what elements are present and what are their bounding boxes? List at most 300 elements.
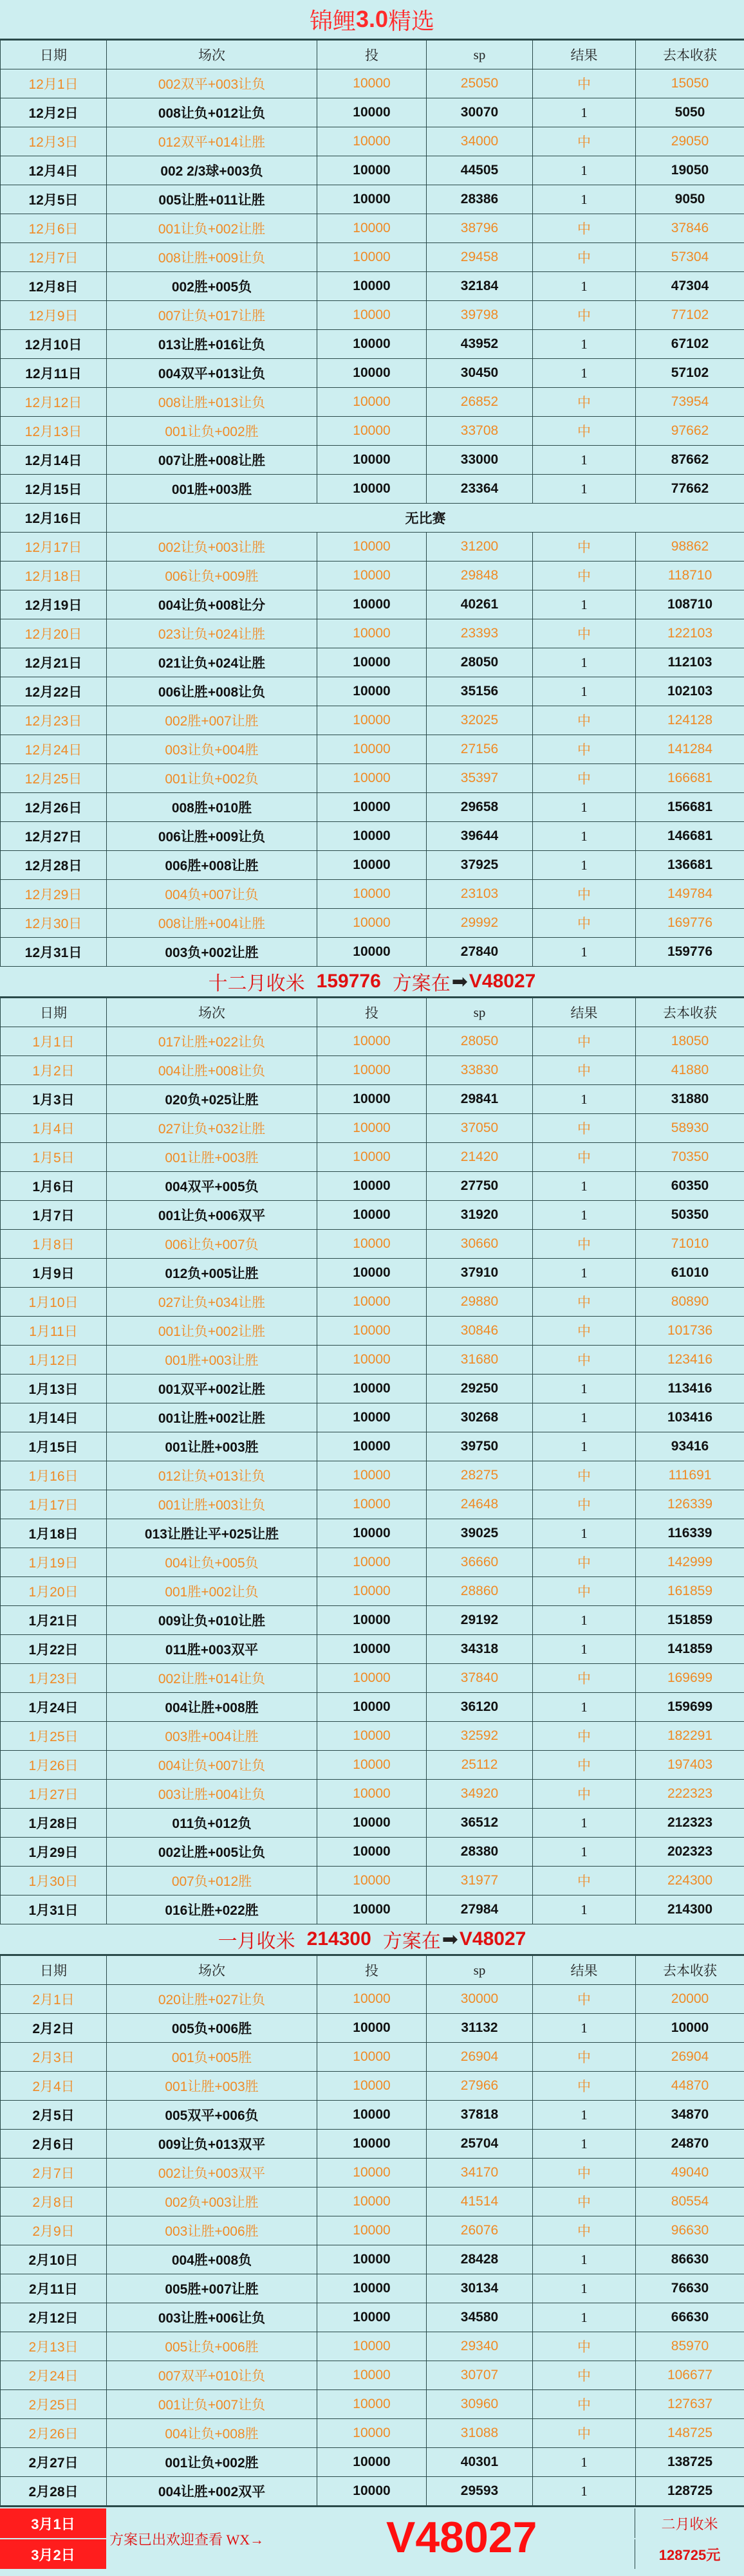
row-sp: 28428 bbox=[427, 2245, 533, 2274]
table-row bbox=[1, 648, 744, 677]
row-result: 1 bbox=[533, 1375, 636, 1403]
row-match: 011胜+003双平 bbox=[107, 1635, 317, 1664]
row-stake: 10000 bbox=[317, 1606, 427, 1635]
arrow-right-icon: ➡ bbox=[451, 971, 468, 992]
row-match: 005负+006胜 bbox=[107, 2014, 317, 2043]
row-sp: 34580 bbox=[427, 2303, 533, 2332]
row-date: 2月9日 bbox=[1, 2216, 107, 2245]
row-date: 1月2日 bbox=[1, 1056, 107, 1085]
row-date: 2月12日 bbox=[1, 2303, 107, 2332]
row-match: 001让负+002胜 bbox=[107, 417, 317, 446]
row-date: 1月8日 bbox=[1, 1230, 107, 1259]
row-stake: 10000 bbox=[317, 1867, 427, 1895]
row-result: 中 bbox=[533, 1722, 636, 1751]
row-date: 12月23日 bbox=[1, 706, 107, 735]
row-sp: 30134 bbox=[427, 2274, 533, 2303]
row-result: 中 bbox=[533, 1664, 636, 1693]
row-match: 005让负+006胜 bbox=[107, 2332, 317, 2361]
row-date: 1月23日 bbox=[1, 1664, 107, 1693]
row-stake: 10000 bbox=[317, 1346, 427, 1375]
row-date: 1月1日 bbox=[1, 1027, 107, 1056]
row-profit: 57102 bbox=[636, 359, 744, 388]
row-profit: 18050 bbox=[636, 1027, 744, 1056]
row-sp: 26852 bbox=[427, 388, 533, 417]
row-date: 12月7日 bbox=[1, 243, 107, 272]
row-result: 1 bbox=[533, 648, 636, 677]
footer-month-label: 二月收米 bbox=[635, 2508, 744, 2538]
row-stake: 10000 bbox=[317, 1519, 427, 1548]
row-date: 12月6日 bbox=[1, 214, 107, 243]
row-match: 003让胜+006让负 bbox=[107, 2303, 317, 2332]
footer-date-1: 3月1日 bbox=[0, 2508, 106, 2538]
row-stake: 10000 bbox=[317, 1577, 427, 1606]
row-profit: 50350 bbox=[636, 1201, 744, 1230]
row-result: 中 bbox=[533, 2159, 636, 2188]
table-row bbox=[1, 938, 744, 967]
row-sp: 28380 bbox=[427, 1838, 533, 1867]
table-row bbox=[1, 1172, 744, 1201]
table-row bbox=[1, 1780, 744, 1809]
row-result: 中 bbox=[533, 1461, 636, 1490]
row-sp: 33708 bbox=[427, 417, 533, 446]
row-sp: 30707 bbox=[427, 2361, 533, 2390]
row-stake: 10000 bbox=[317, 2245, 427, 2274]
row-stake: 10000 bbox=[317, 1693, 427, 1722]
table-row bbox=[1, 1259, 744, 1288]
row-result: 中 bbox=[533, 2188, 636, 2216]
row-result: 中 bbox=[533, 2361, 636, 2390]
row-date: 1月21日 bbox=[1, 1606, 107, 1635]
footer-date-2: 3月2日 bbox=[0, 2539, 106, 2569]
summary-label: 一月收米 bbox=[218, 1931, 295, 1952]
row-profit: 142999 bbox=[636, 1548, 744, 1577]
row-result: 1 bbox=[533, 1519, 636, 1548]
table-row bbox=[1, 388, 744, 417]
row-result: 1 bbox=[533, 1635, 636, 1664]
row-result: 中 bbox=[533, 1490, 636, 1519]
row-stake: 10000 bbox=[317, 1635, 427, 1664]
row-match: 001让胜+003胜 bbox=[107, 1143, 317, 1172]
row-stake: 10000 bbox=[317, 1143, 427, 1172]
table-row bbox=[1, 1664, 744, 1693]
row-match: 001胜+003让胜 bbox=[107, 1346, 317, 1375]
row-match: 001让负+006双平 bbox=[107, 1201, 317, 1230]
row-stake: 10000 bbox=[317, 2188, 427, 2216]
header-sp: sp bbox=[427, 998, 533, 1027]
row-stake: 10000 bbox=[317, 590, 427, 619]
row-date: 2月1日 bbox=[1, 1985, 107, 2014]
row-profit: 31880 bbox=[636, 1085, 744, 1114]
row-profit: 60350 bbox=[636, 1172, 744, 1201]
row-match: 008让胜+004让胜 bbox=[107, 909, 317, 938]
row-sp: 23103 bbox=[427, 880, 533, 909]
row-match: 001让胜+003胜 bbox=[107, 2072, 317, 2101]
table-row bbox=[1, 677, 744, 706]
row-profit: 214300 bbox=[636, 1895, 744, 1924]
row-profit: 37846 bbox=[636, 214, 744, 243]
row-profit: 103416 bbox=[636, 1403, 744, 1432]
row-stake: 10000 bbox=[317, 127, 427, 156]
table-row bbox=[1, 590, 744, 619]
row-match: 005双平+006负 bbox=[107, 2101, 317, 2130]
row-match: 003负+002让胜 bbox=[107, 938, 317, 967]
row-sp: 30070 bbox=[427, 98, 533, 127]
row-profit: 197403 bbox=[636, 1751, 744, 1780]
row-sp: 44505 bbox=[427, 156, 533, 185]
row-match: 013让胜让平+025让胜 bbox=[107, 1519, 317, 1548]
row-result: 1 bbox=[533, 1259, 636, 1288]
header-stake: 投 bbox=[317, 998, 427, 1027]
row-profit: 41880 bbox=[636, 1056, 744, 1085]
table-row bbox=[1, 1230, 744, 1259]
table-row bbox=[1, 1317, 744, 1346]
row-date: 1月20日 bbox=[1, 1577, 107, 1606]
table-row bbox=[1, 1693, 744, 1722]
row-result: 中 bbox=[533, 2390, 636, 2419]
row-match: 004双平+013让负 bbox=[107, 359, 317, 388]
row-sp: 30450 bbox=[427, 359, 533, 388]
row-profit: 141859 bbox=[636, 1635, 744, 1664]
row-match: 004负+007让负 bbox=[107, 880, 317, 909]
row-stake: 10000 bbox=[317, 1027, 427, 1056]
row-match: 002负+003让胜 bbox=[107, 2188, 317, 2216]
row-result: 中 bbox=[533, 1780, 636, 1809]
row-result: 1 bbox=[533, 1895, 636, 1924]
row-stake: 10000 bbox=[317, 272, 427, 301]
row-date: 2月25日 bbox=[1, 2390, 107, 2419]
row-sp: 27750 bbox=[427, 1172, 533, 1201]
row-stake: 10000 bbox=[317, 214, 427, 243]
row-profit: 141284 bbox=[636, 735, 744, 764]
row-profit: 101736 bbox=[636, 1317, 744, 1346]
row-sp: 31977 bbox=[427, 1867, 533, 1895]
table-row bbox=[1, 2072, 744, 2101]
header-match: 场次 bbox=[107, 1956, 317, 1985]
row-stake: 10000 bbox=[317, 2477, 427, 2506]
summary-mid: 方案在 bbox=[382, 1931, 441, 1952]
row-date: 1月5日 bbox=[1, 1143, 107, 1172]
row-date: 1月31日 bbox=[1, 1895, 107, 1924]
row-profit: 67102 bbox=[636, 330, 744, 359]
row-stake: 10000 bbox=[317, 677, 427, 706]
row-date: 12月14日 bbox=[1, 446, 107, 475]
row-sp: 28050 bbox=[427, 648, 533, 677]
summary-amount: 159776 bbox=[316, 971, 381, 992]
row-match: 004让负+008让分 bbox=[107, 590, 317, 619]
row-date: 2月7日 bbox=[1, 2159, 107, 2188]
row-sp: 29458 bbox=[427, 243, 533, 272]
row-result: 中 bbox=[533, 619, 636, 648]
table-row bbox=[1, 1606, 744, 1635]
row-stake: 10000 bbox=[317, 359, 427, 388]
row-match: 002 2/3球+003负 bbox=[107, 156, 317, 185]
row-stake: 10000 bbox=[317, 938, 427, 967]
row-date: 1月13日 bbox=[1, 1375, 107, 1403]
row-date: 2月11日 bbox=[1, 2274, 107, 2303]
row-date: 12月16日 bbox=[1, 504, 107, 533]
row-stake: 10000 bbox=[317, 1751, 427, 1780]
row-sp: 31132 bbox=[427, 2014, 533, 2043]
row-result: 中 bbox=[533, 1867, 636, 1895]
table-row bbox=[1, 475, 744, 504]
row-result: 1 bbox=[533, 851, 636, 880]
row-result: 中 bbox=[533, 243, 636, 272]
row-result: 1 bbox=[533, 793, 636, 822]
january-table bbox=[0, 998, 744, 1924]
row-stake: 10000 bbox=[317, 1780, 427, 1809]
row-profit: 118710 bbox=[636, 562, 744, 590]
row-profit: 159699 bbox=[636, 1693, 744, 1722]
row-date: 1月25日 bbox=[1, 1722, 107, 1751]
row-result: 中 bbox=[533, 1027, 636, 1056]
row-result: 1 bbox=[533, 359, 636, 388]
header-profit: 去本收获 bbox=[636, 1956, 744, 1985]
row-profit: 85970 bbox=[636, 2332, 744, 2361]
row-result: 1 bbox=[533, 1403, 636, 1432]
row-result: 中 bbox=[533, 2072, 636, 2101]
row-profit: 122103 bbox=[636, 619, 744, 648]
row-stake: 10000 bbox=[317, 619, 427, 648]
row-stake: 10000 bbox=[317, 1461, 427, 1490]
row-profit: 15050 bbox=[636, 69, 744, 98]
table-row bbox=[1, 619, 744, 648]
row-date: 12月21日 bbox=[1, 648, 107, 677]
row-stake: 10000 bbox=[317, 98, 427, 127]
row-sp: 27840 bbox=[427, 938, 533, 967]
row-stake: 10000 bbox=[317, 1230, 427, 1259]
row-profit: 156681 bbox=[636, 793, 744, 822]
row-match: 008让负+012让负 bbox=[107, 98, 317, 127]
header-row bbox=[1, 998, 744, 1027]
table-row bbox=[1, 1490, 744, 1519]
row-stake: 10000 bbox=[317, 2216, 427, 2245]
row-date: 1月15日 bbox=[1, 1432, 107, 1461]
row-profit: 212323 bbox=[636, 1809, 744, 1838]
row-sp: 28860 bbox=[427, 1577, 533, 1606]
row-sp: 24648 bbox=[427, 1490, 533, 1519]
row-sp: 21420 bbox=[427, 1143, 533, 1172]
row-sp: 29880 bbox=[427, 1288, 533, 1317]
row-profit: 70350 bbox=[636, 1143, 744, 1172]
row-profit: 57304 bbox=[636, 243, 744, 272]
december-summary bbox=[0, 967, 744, 998]
row-result: 1 bbox=[533, 1172, 636, 1201]
row-result: 中 bbox=[533, 388, 636, 417]
row-sp: 43952 bbox=[427, 330, 533, 359]
row-profit: 44870 bbox=[636, 2072, 744, 2101]
row-sp: 29658 bbox=[427, 793, 533, 822]
row-sp: 32184 bbox=[427, 272, 533, 301]
arrow-right-icon: ➡ bbox=[442, 1928, 458, 1950]
table-row bbox=[1, 1895, 744, 1924]
table-row bbox=[1, 446, 744, 475]
row-match: 003胜+004让胜 bbox=[107, 1722, 317, 1751]
row-result: 1 bbox=[533, 2101, 636, 2130]
row-result: 1 bbox=[533, 677, 636, 706]
footer-month-value: 128725元 bbox=[635, 2539, 744, 2569]
row-stake: 10000 bbox=[317, 1172, 427, 1201]
table-row bbox=[1, 243, 744, 272]
table-row bbox=[1, 706, 744, 735]
table-row bbox=[1, 272, 744, 301]
row-profit: 159776 bbox=[636, 938, 744, 967]
header-stake: 投 bbox=[317, 41, 427, 69]
row-match: 007负+012胜 bbox=[107, 1867, 317, 1895]
row-date: 1月16日 bbox=[1, 1461, 107, 1490]
row-sp: 29192 bbox=[427, 1606, 533, 1635]
table-row bbox=[1, 1432, 744, 1461]
row-stake: 10000 bbox=[317, 2332, 427, 2361]
row-date: 1月22日 bbox=[1, 1635, 107, 1664]
row-stake: 10000 bbox=[317, 1317, 427, 1346]
row-stake: 10000 bbox=[317, 1490, 427, 1519]
row-stake: 10000 bbox=[317, 1838, 427, 1867]
row-sp: 26904 bbox=[427, 2043, 533, 2072]
table-row bbox=[1, 98, 744, 127]
row-match: 005让胜+011让胜 bbox=[107, 185, 317, 214]
row-profit: 224300 bbox=[636, 1867, 744, 1895]
row-result: 中 bbox=[533, 1985, 636, 2014]
row-profit: 24870 bbox=[636, 2130, 744, 2159]
row-stake: 10000 bbox=[317, 822, 427, 851]
row-date: 12月18日 bbox=[1, 562, 107, 590]
row-profit: 87662 bbox=[636, 446, 744, 475]
row-date: 12月9日 bbox=[1, 301, 107, 330]
row-sp: 28275 bbox=[427, 1461, 533, 1490]
row-stake: 10000 bbox=[317, 446, 427, 475]
header-row bbox=[1, 41, 744, 69]
row-date: 1月19日 bbox=[1, 1548, 107, 1577]
row-profit: 149784 bbox=[636, 880, 744, 909]
row-sp: 38796 bbox=[427, 214, 533, 243]
row-profit: 128725 bbox=[636, 2477, 744, 2506]
table-row bbox=[1, 504, 744, 533]
table-row bbox=[1, 909, 744, 938]
row-sp: 34318 bbox=[427, 1635, 533, 1664]
row-result: 中 bbox=[533, 1288, 636, 1317]
row-date: 1月17日 bbox=[1, 1490, 107, 1519]
row-sp: 37818 bbox=[427, 2101, 533, 2130]
row-result: 1 bbox=[533, 938, 636, 967]
row-stake: 10000 bbox=[317, 1259, 427, 1288]
table-row bbox=[1, 562, 744, 590]
row-match: 006让负+007负 bbox=[107, 1230, 317, 1259]
row-stake: 10000 bbox=[317, 562, 427, 590]
row-profit: 58930 bbox=[636, 1114, 744, 1143]
row-profit: 146681 bbox=[636, 822, 744, 851]
row-date: 12月13日 bbox=[1, 417, 107, 446]
table-row bbox=[1, 1346, 744, 1375]
row-date: 1月4日 bbox=[1, 1114, 107, 1143]
row-profit: 127637 bbox=[636, 2390, 744, 2419]
row-date: 12月12日 bbox=[1, 388, 107, 417]
table-row bbox=[1, 2159, 744, 2188]
row-profit: 93416 bbox=[636, 1432, 744, 1461]
row-sp: 23364 bbox=[427, 475, 533, 504]
footer bbox=[0, 2506, 744, 2570]
row-stake: 10000 bbox=[317, 2390, 427, 2419]
table-row bbox=[1, 1461, 744, 1490]
row-match: 008胜+010胜 bbox=[107, 793, 317, 822]
row-result: 1 bbox=[533, 1606, 636, 1635]
row-profit: 182291 bbox=[636, 1722, 744, 1751]
row-result: 中 bbox=[533, 2332, 636, 2361]
row-result: 1 bbox=[533, 2477, 636, 2506]
table-row bbox=[1, 330, 744, 359]
table-row bbox=[1, 2390, 744, 2419]
row-date: 1月11日 bbox=[1, 1317, 107, 1346]
row-sp: 29593 bbox=[427, 2477, 533, 2506]
row-result: 中 bbox=[533, 764, 636, 793]
row-result: 中 bbox=[533, 1317, 636, 1346]
row-date: 2月3日 bbox=[1, 2043, 107, 2072]
table-row bbox=[1, 1056, 744, 1085]
row-sp: 32025 bbox=[427, 706, 533, 735]
row-profit: 113416 bbox=[636, 1375, 744, 1403]
row-profit: 108710 bbox=[636, 590, 744, 619]
row-sp: 29992 bbox=[427, 909, 533, 938]
table-row bbox=[1, 2043, 744, 2072]
row-profit: 49040 bbox=[636, 2159, 744, 2188]
row-match: 003让胜+004让负 bbox=[107, 1780, 317, 1809]
row-match: 007让胜+008让胜 bbox=[107, 446, 317, 475]
row-date: 2月26日 bbox=[1, 2419, 107, 2448]
row-profit: 136681 bbox=[636, 851, 744, 880]
row-date: 12月20日 bbox=[1, 619, 107, 648]
row-result: 中 bbox=[533, 1548, 636, 1577]
table-row bbox=[1, 533, 744, 562]
row-match: 002让胜+014让负 bbox=[107, 1664, 317, 1693]
row-stake: 10000 bbox=[317, 301, 427, 330]
row-date: 2月2日 bbox=[1, 2014, 107, 2043]
table-row bbox=[1, 1114, 744, 1143]
table-row bbox=[1, 1027, 744, 1056]
row-sp: 33000 bbox=[427, 446, 533, 475]
row-date: 1月7日 bbox=[1, 1201, 107, 1230]
row-match: 002让负+003让胜 bbox=[107, 533, 317, 562]
table-row bbox=[1, 2130, 744, 2159]
table-row bbox=[1, 359, 744, 388]
row-stake: 10000 bbox=[317, 243, 427, 272]
table-row bbox=[1, 2448, 744, 2477]
table-row bbox=[1, 69, 744, 98]
header-profit: 去本收获 bbox=[636, 998, 744, 1027]
row-sp: 27156 bbox=[427, 735, 533, 764]
february-table bbox=[0, 1955, 744, 2506]
table-row bbox=[1, 1143, 744, 1172]
table-row bbox=[1, 851, 744, 880]
row-profit: 97662 bbox=[636, 417, 744, 446]
row-match: 006胜+008让胜 bbox=[107, 851, 317, 880]
row-stake: 10000 bbox=[317, 330, 427, 359]
row-date: 12月8日 bbox=[1, 272, 107, 301]
row-match: 001双平+002让胜 bbox=[107, 1375, 317, 1403]
header-profit: 去本收获 bbox=[636, 41, 744, 69]
row-profit: 111691 bbox=[636, 1461, 744, 1490]
table-row bbox=[1, 1288, 744, 1317]
row-profit: 166681 bbox=[636, 764, 744, 793]
row-sp: 37840 bbox=[427, 1664, 533, 1693]
row-date: 2月24日 bbox=[1, 2361, 107, 2390]
row-date: 12月27日 bbox=[1, 822, 107, 851]
row-stake: 10000 bbox=[317, 1114, 427, 1143]
row-match: 027让负+034让胜 bbox=[107, 1288, 317, 1317]
row-stake: 10000 bbox=[317, 417, 427, 446]
header-date: 日期 bbox=[1, 41, 107, 69]
row-sp: 28050 bbox=[427, 1027, 533, 1056]
row-date: 12月24日 bbox=[1, 735, 107, 764]
row-match: 002胜+005负 bbox=[107, 272, 317, 301]
